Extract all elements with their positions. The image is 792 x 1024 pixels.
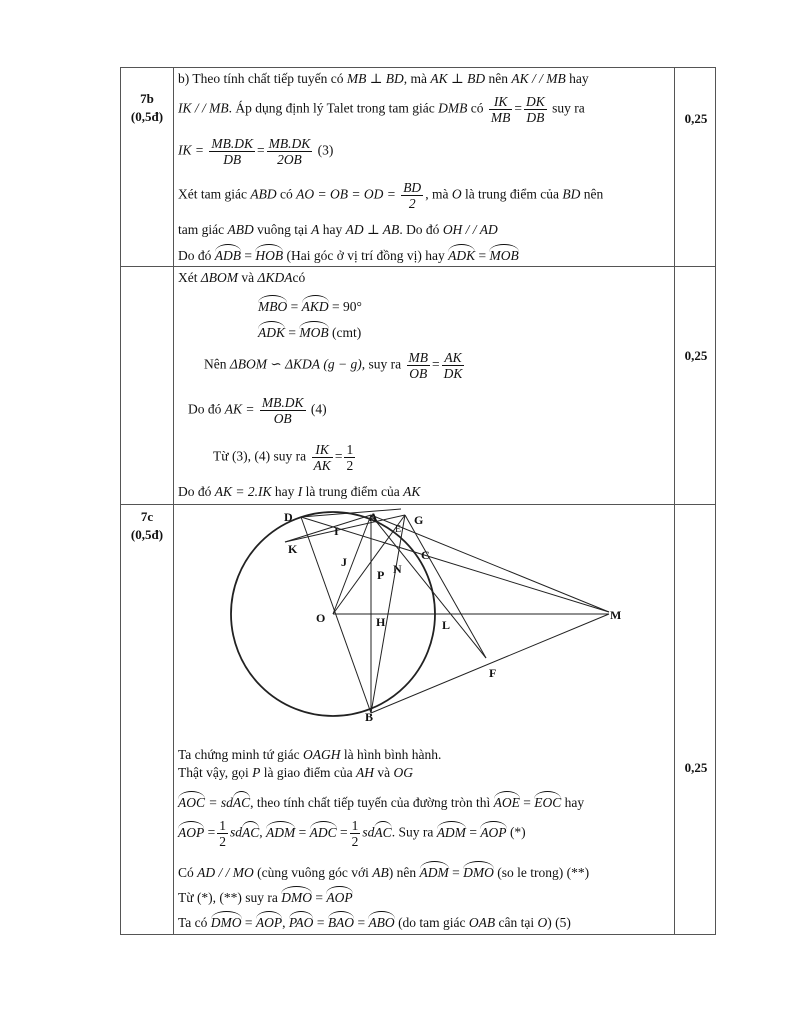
point-label-O: O — [316, 611, 326, 625]
b-line-1: b) Theo tính chất tiếp tuyến có MB ⊥ BD, mà AK ⊥ BD nên AK / / MB hay — [178, 71, 589, 86]
c-conclusion: Do đó AK = 2.IK hay I là trung điểm của AK — [178, 484, 421, 499]
d-line-4: AOP = $\frac{1}{2}$ sdAC, ADM = ADC = $\frac{1}{2}$ sdAC. Suy ra ADM = AOP (*) — [178, 818, 526, 849]
point-label-P: P — [377, 568, 385, 582]
point-label-L: L — [442, 618, 451, 632]
geometry-figure — [121, 504, 675, 734]
solution-table — [120, 67, 716, 935]
d-line-3: AOC = sdAC, theo tính chất tiếp tuyến của đường tròn thì AOE = EOC hay — [178, 791, 584, 812]
question-label-7b: 7b (0,5đ) — [130, 91, 164, 124]
d-line-7: Ta có DMO = AOP, PAO = BAO = ABO (do tam giác OAB cân tại O) (5) — [178, 911, 571, 932]
question-label-7c: 7c (0,5đ) — [130, 509, 164, 542]
point-label-G: G — [414, 513, 424, 527]
row-divider — [121, 266, 715, 267]
c-ratio: Từ (3), (4) suy ra $\frac{IK}{AK}$ = $\frac{1}{2}$ — [213, 442, 354, 473]
b-formula-3: IK = $\frac{MB.DK}{DB}$ = $\frac{MB.DK}{2OB}$ (3) — [178, 136, 334, 167]
point-label-N: N — [393, 562, 402, 576]
point-label-B: B — [365, 710, 374, 724]
d-line-6: Từ (*), (**) suy ra DMO = AOP — [178, 886, 353, 907]
point-label-D: D — [284, 510, 293, 524]
column-divider — [674, 68, 675, 934]
b-line-6: Do đó ADB = HOB (Hai góc ở vị trí đồng vị) hay ADK = MOB — [178, 244, 519, 265]
point-label-J: J — [341, 555, 347, 569]
point-label-A: A — [369, 510, 378, 524]
c-similarity: Nên ΔBOM ∽ ΔKDA (g − g), suy ra $\frac{MB}{OB}$ = $\frac{AK}{DK}$ — [204, 350, 463, 381]
c-line-1: Xét ΔBOM và ΔKDAcó — [178, 270, 306, 285]
point-label-K: K — [288, 542, 298, 556]
point-label-E: E — [395, 524, 402, 535]
column-divider — [173, 68, 174, 934]
c-line-3: ADK = MOB (cmt) — [258, 321, 361, 342]
b-line-2: IK / / MB. Áp dụng định lý Talet trong tam giác DMB có $\frac{IK}{MB}$ = $\frac{DK}{DB}$ suy ra — [178, 94, 585, 125]
score-7b-1: 0,25 — [684, 111, 708, 126]
point-label-C: C — [421, 548, 430, 562]
score-7b-2: 0,25 — [684, 348, 708, 363]
point-label-F: F — [489, 666, 497, 680]
d-line-5: Có AD / / MO (cùng vuông góc với AB) nên ADM = DMO (so le trong) (**) — [178, 861, 589, 882]
point-label-H: H — [376, 615, 386, 629]
c-line-2: MBO = AKD = 90° — [258, 295, 362, 316]
score-7c: 0,25 — [684, 760, 708, 775]
point-label-M: M — [610, 608, 622, 622]
c-formula-4: Do đó AK = $\frac{MB.DK}{OB}$ (4) — [188, 395, 327, 426]
d-line-2: Thật vậy, gọi P là giao điểm của AH và OG — [178, 765, 413, 780]
d-line-1: Ta chứng minh tứ giác OAGH là hình bình hành. — [178, 747, 442, 762]
b-line-4: Xét tam giác ABD có AO = OB = OD = $\frac{BD}{2}$ , mà O là trung điểm của BD nên — [178, 180, 604, 211]
point-label-I: I — [334, 524, 339, 538]
b-line-5: tam giác ABD vuông tại A hay AD ⊥ AB. Do đó OH / / AD — [178, 222, 498, 237]
